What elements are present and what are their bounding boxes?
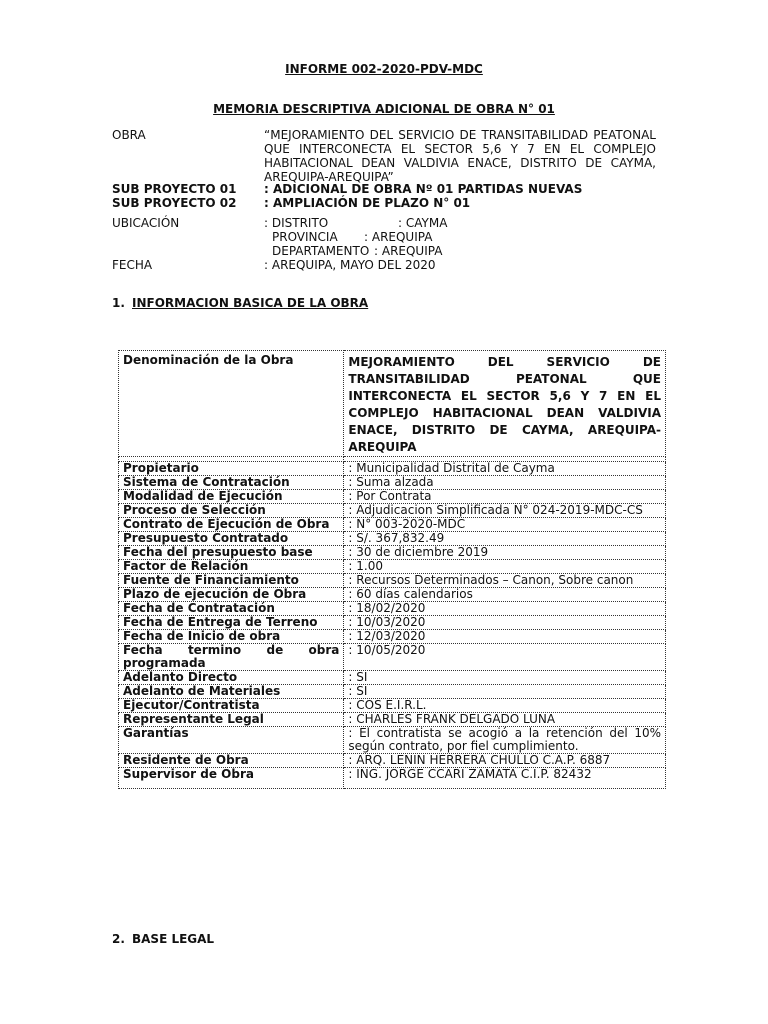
- table-row: [119, 532, 666, 546]
- table-value-cell: : 60 días calendarios: [344, 588, 666, 602]
- table-value-cell: : 1.00: [344, 560, 666, 574]
- table-key-cell: Fecha del presupuesto base: [119, 546, 344, 560]
- table-row: [119, 546, 666, 560]
- table-row: [119, 518, 666, 532]
- table-key-cell: Plazo de ejecución de Obra: [119, 588, 344, 602]
- section-1-number: 1.: [112, 296, 125, 310]
- ubicacion-value: : CAYMA: [398, 216, 448, 230]
- ubicacion-key: DEPARTAMENTO: [272, 244, 370, 258]
- table-value-cell: : Por Contrata: [344, 490, 666, 504]
- table-row: [119, 504, 666, 518]
- table-row: [119, 671, 666, 685]
- table-row: [119, 727, 666, 754]
- section-2-number: 2.: [112, 932, 125, 946]
- ubicacion-key: PROVINCIA: [272, 230, 338, 244]
- sub-proyecto-01-label: SUB PROYECTO 01: [112, 182, 237, 196]
- table-value-cell: : COS E.I.R.L.: [344, 699, 666, 713]
- section-2-title: BASE LEGAL: [132, 932, 215, 946]
- table-key-cell: Garantías: [119, 727, 344, 754]
- table-key-cell: Propietario: [119, 462, 344, 476]
- table-key-cell: Fecha de Inicio de obra: [119, 630, 344, 644]
- table-key-cell: Representante Legal: [119, 713, 344, 727]
- table-value-cell: : 18/02/2020: [344, 602, 666, 616]
- table-value-cell: : SI: [344, 671, 666, 685]
- table-row: [119, 490, 666, 504]
- ubicacion-key: : DISTRITO: [264, 216, 329, 230]
- basic-info-table: [118, 350, 666, 789]
- fecha-value: : AREQUIPA, MAYO DEL 2020: [264, 258, 436, 272]
- table-value-cell: : 12/03/2020: [344, 630, 666, 644]
- table-row: [119, 351, 666, 457]
- memoria-title: MEMORIA DESCRIPTIVA ADICIONAL DE OBRA N° 01: [213, 102, 555, 116]
- table-key-cell: Fecha de Entrega de Terreno: [119, 616, 344, 630]
- table-key-cell: Fecha termino de obra programada: [119, 644, 344, 671]
- table-key-cell: Denominación de la Obra: [119, 351, 344, 457]
- table-key-cell: Modalidad de Ejecución: [119, 490, 344, 504]
- table-row: [119, 476, 666, 490]
- obra-label: OBRA: [112, 128, 146, 142]
- table-key-cell: Adelanto Directo: [119, 671, 344, 685]
- table-key-cell: Ejecutor/Contratista: [119, 699, 344, 713]
- table-key-cell: Sistema de Contratación: [119, 476, 344, 490]
- section-1-title: INFORMACION BASICA DE LA OBRA: [132, 296, 369, 310]
- table-row: [119, 699, 666, 713]
- ubicacion-row: [264, 230, 656, 244]
- table-value-cell: : ARQ. LENIN HERRERA CHULLO C.A.P. 6887: [344, 754, 666, 768]
- table-value-cell: : Recursos Determinados – Canon, Sobre canon: [344, 574, 666, 588]
- sub-proyecto-02-value: : AMPLIACIÓN DE PLAZO N° 01: [264, 196, 471, 210]
- table-value-cell: : ING. JORGE CCARI ZAMATA C.I.P. 82432: [344, 768, 666, 789]
- table-row: [119, 754, 666, 768]
- table-value-cell: : 10/03/2020: [344, 616, 666, 630]
- table-row: [119, 644, 666, 671]
- fecha-label: FECHA: [112, 258, 153, 272]
- table-value-cell: : CHARLES FRANK DELGADO LUNA: [344, 713, 666, 727]
- table-value-cell: : S/. 367,832.49: [344, 532, 666, 546]
- table-value-cell: : Suma alzada: [344, 476, 666, 490]
- table-row: [119, 630, 666, 644]
- table-row: [119, 602, 666, 616]
- table-key-cell: Supervisor de Obra: [119, 768, 344, 789]
- report-number-title: INFORME 002-2020-PDV-MDC: [285, 62, 483, 76]
- table-row: [119, 768, 666, 789]
- table-key-cell: Contrato de Ejecución de Obra: [119, 518, 344, 532]
- table-value-cell: MEJORAMIENTO DEL SERVICIO DE TRANSITABILIDAD PEATONAL QUE INTERCONECTA EL SECTOR 5,6 Y 7 EN EL COMPLEJO HABITACIONAL DEAN VALDIVIA ENACE, DISTRITO DE CAYMA, AREQUIPA-AREQUIPA: [344, 351, 666, 457]
- ubicacion-label: UBICACIÓN: [112, 216, 180, 230]
- table-key-cell: Factor de Relación: [119, 560, 344, 574]
- sub-proyecto-02-label: SUB PROYECTO 02: [112, 196, 237, 210]
- table-value-cell: : 10/05/2020: [344, 644, 666, 671]
- ubicacion-block: [264, 216, 656, 258]
- table-row: [119, 462, 666, 476]
- table-row: [119, 616, 666, 630]
- table-row: [119, 574, 666, 588]
- ubicacion-row: [264, 244, 656, 258]
- table-value-cell: : N° 003-2020-MDC: [344, 518, 666, 532]
- table-key-cell: Presupuesto Contratado: [119, 532, 344, 546]
- table-value-cell: : 30 de diciembre 2019: [344, 546, 666, 560]
- table-row: [119, 560, 666, 574]
- sub-proyecto-01-value: : ADICIONAL DE OBRA Nº 01 PARTIDAS NUEVAS: [264, 182, 583, 196]
- obra-value: “MEJORAMIENTO DEL SERVICIO DE TRANSITABILIDAD PEATONAL QUE INTERCONECTA EL SECTOR 5,6 Y 7 EN EL COMPLEJO HABITACIONAL DEAN VALDIVIA ENACE, DISTRITO DE CAYMA, AREQUIPA-AREQUIPA”: [264, 128, 656, 184]
- table-key-cell: Adelanto de Materiales: [119, 685, 344, 699]
- table-value-cell: : El contratista se acogió a la retención del 10% según contrato, por fiel cumplimiento.: [344, 727, 666, 754]
- table-key-cell: Fecha de Contratación: [119, 602, 344, 616]
- ubicacion-value: : AREQUIPA: [374, 244, 443, 258]
- table-value-cell: : Adjudicacion Simplificada N° 024-2019-MDC-CS: [344, 504, 666, 518]
- table-key-cell: Fuente de Financiamiento: [119, 574, 344, 588]
- table-row: [119, 713, 666, 727]
- ubicacion-row: [264, 216, 656, 230]
- table-row: [119, 588, 666, 602]
- table-key-cell: Proceso de Selección: [119, 504, 344, 518]
- table-value-cell: : Municipalidad Distrital de Cayma: [344, 462, 666, 476]
- ubicacion-value: : AREQUIPA: [364, 230, 433, 244]
- table-value-cell: : SI: [344, 685, 666, 699]
- table-key-cell: Residente de Obra: [119, 754, 344, 768]
- table-row: [119, 685, 666, 699]
